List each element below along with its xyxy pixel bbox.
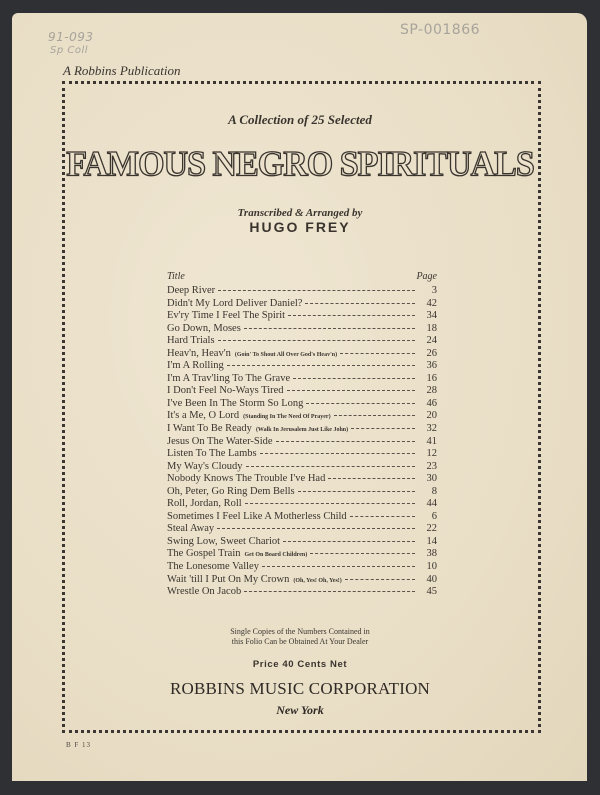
toc-row — [167, 360, 437, 373]
toc-row — [167, 348, 437, 361]
toc-title-header: Title — [167, 271, 185, 282]
song-title: Deep River — [167, 285, 216, 296]
toc-row — [167, 285, 437, 298]
page-number: 24 — [426, 335, 437, 347]
toc-row — [167, 498, 437, 511]
page-number: 23 — [426, 460, 437, 472]
toc-row — [167, 561, 437, 574]
song-title: Jesus On The Water-Side — [167, 435, 273, 447]
page-number: 44 — [426, 498, 437, 510]
page-number: 46 — [426, 397, 437, 409]
song-title: Go Down, Moses — [167, 322, 241, 334]
song-title: Sometimes I Feel Like A Motherless Child — [167, 510, 347, 522]
dotted-leader — [310, 553, 415, 554]
song-subtitle: (Oh, Yes! Oh, Yes!) — [293, 577, 342, 584]
dotted-leader — [244, 328, 415, 329]
toc-row — [167, 574, 437, 587]
page-number: 14 — [426, 535, 437, 547]
toc-row — [167, 586, 437, 599]
song-title: I'm A Rolling — [167, 360, 224, 372]
page-number: 41 — [426, 435, 437, 447]
song-title: Nobody Knows The Trouble I've Had — [167, 473, 326, 485]
song-subtitle: (Goin' To Shout All Over God's Heav'n) — [234, 351, 338, 358]
single-copies-note — [0, 627, 600, 647]
archive-item-id: SP-001866 — [400, 22, 481, 38]
dotted-leader — [340, 353, 415, 354]
dotted-leader — [218, 340, 415, 341]
toc-row — [167, 461, 437, 474]
dotted-leader — [288, 315, 415, 316]
page-number: 12 — [426, 448, 437, 460]
page-number: 28 — [426, 385, 437, 397]
dotted-leader — [283, 541, 415, 542]
dotted-leader — [350, 516, 415, 517]
toc-row — [167, 548, 437, 561]
note-line-1: Single Copies of the Numbers Contained in — [230, 627, 370, 636]
song-title: I Don't Feel No-Ways Tired — [167, 385, 284, 397]
page-number: 16 — [426, 372, 437, 384]
toc-row — [167, 436, 437, 449]
arranged-by-label: Transcribed & Arranged by — [237, 207, 363, 219]
toc-row — [167, 423, 437, 436]
page-number: 38 — [426, 548, 437, 560]
toc-row — [167, 473, 437, 486]
song-title: I Want To Be Ready — [167, 423, 252, 435]
dotted-leader — [244, 591, 415, 592]
toc-row — [167, 373, 437, 386]
song-title: My Way's Cloudy — [167, 460, 243, 472]
toc-row — [167, 323, 437, 336]
toc-row — [167, 385, 437, 398]
song-title: Wait 'till I Put On My Crown — [167, 573, 290, 585]
song-title: Roll, Jordan, Roll — [167, 498, 242, 510]
dotted-leader — [262, 566, 415, 567]
dotted-leader — [260, 453, 415, 454]
toc-row — [167, 410, 437, 423]
toc-header — [167, 271, 437, 285]
page-title: FAMOUS NEGRO SPIRITUALS — [66, 145, 534, 184]
song-title: Wrestle On Jacob — [167, 586, 242, 598]
price-label: Price 40 Cents Net — [252, 659, 348, 670]
song-subtitle: Get On Board Children) — [244, 552, 308, 559]
publisher-city: New York — [276, 703, 324, 717]
page-number: 26 — [426, 347, 437, 359]
page-number: 36 — [426, 360, 437, 372]
song-title: Hard Trials — [167, 335, 215, 347]
page-number: 22 — [426, 523, 437, 535]
dotted-leader — [334, 415, 415, 416]
dotted-leader — [351, 428, 415, 429]
catalog-number: B F 13 — [66, 741, 92, 749]
dotted-leader — [227, 365, 415, 366]
song-title: The Lonesome Valley — [167, 561, 259, 573]
page-number: 45 — [426, 586, 437, 598]
page-number: 20 — [426, 410, 437, 422]
dotted-leader — [276, 441, 415, 442]
note-line-2: this Folio Can be Obtained At Your Dealer — [231, 637, 369, 646]
song-title: I've Been In The Storm So Long — [167, 397, 304, 409]
table-of-contents — [167, 271, 437, 599]
dotted-leader — [345, 579, 415, 580]
page-number: 6 — [431, 510, 437, 522]
page-number: 18 — [426, 322, 437, 334]
song-title: Oh, Peter, Go Ring Dem Bells — [167, 485, 295, 497]
song-title: Steal Away — [167, 523, 215, 535]
page-number: 3 — [431, 285, 437, 296]
toc-rows — [167, 285, 437, 599]
toc-row — [167, 523, 437, 536]
toc-row — [167, 448, 437, 461]
dotted-leader — [305, 303, 415, 304]
song-title: The Gospel Train — [167, 548, 241, 560]
archive-collection-note: Sp Coll — [50, 45, 89, 56]
collection-subtitle: A Collection of 25 Selected — [228, 112, 372, 127]
toc-row — [167, 511, 437, 524]
toc-row — [167, 335, 437, 348]
publisher-name: ROBBINS MUSIC CORPORATION — [169, 679, 431, 698]
dotted-leader — [306, 403, 415, 404]
dotted-leader — [217, 528, 415, 529]
song-title: It's a Me, O Lord — [167, 410, 240, 422]
song-subtitle: (Walk In Jerusalem Just Like John) — [255, 427, 349, 434]
archive-accession-number: 91-093 — [48, 30, 94, 44]
song-title: Didn't My Lord Deliver Daniel? — [167, 297, 303, 309]
dotted-leader — [298, 491, 415, 492]
arranger-name: HUGO FREY — [249, 219, 351, 235]
dotted-leader — [245, 503, 415, 504]
song-subtitle: (Standing In The Need Of Prayer) — [243, 414, 331, 421]
dotted-leader — [293, 378, 415, 379]
page-number: 30 — [426, 473, 437, 485]
page-number: 42 — [426, 297, 437, 309]
song-title: Ev'ry Time I Feel The Spirit — [167, 310, 286, 322]
page-number: 34 — [426, 310, 437, 322]
toc-page-header: Page — [416, 271, 437, 282]
toc-row — [167, 398, 437, 411]
song-title: I'm A Trav'ling To The Grave — [167, 372, 291, 384]
toc-row — [167, 536, 437, 549]
page-number: 32 — [426, 423, 437, 435]
toc-row — [167, 298, 437, 311]
song-title: Swing Low, Sweet Chariot — [167, 535, 281, 547]
publication-label: A Robbins Publication — [63, 63, 181, 78]
dotted-leader — [246, 466, 415, 467]
toc-row — [167, 310, 437, 323]
page-number: 40 — [426, 573, 437, 585]
song-title: Listen To The Lambs — [167, 448, 257, 460]
song-title: Heav'n, Heav'n — [167, 347, 231, 359]
toc-row — [167, 486, 437, 499]
dotted-leader — [287, 390, 415, 391]
page-number: 8 — [431, 485, 437, 497]
dotted-leader — [218, 290, 415, 291]
dotted-leader — [328, 478, 415, 479]
page-number: 10 — [426, 561, 437, 573]
